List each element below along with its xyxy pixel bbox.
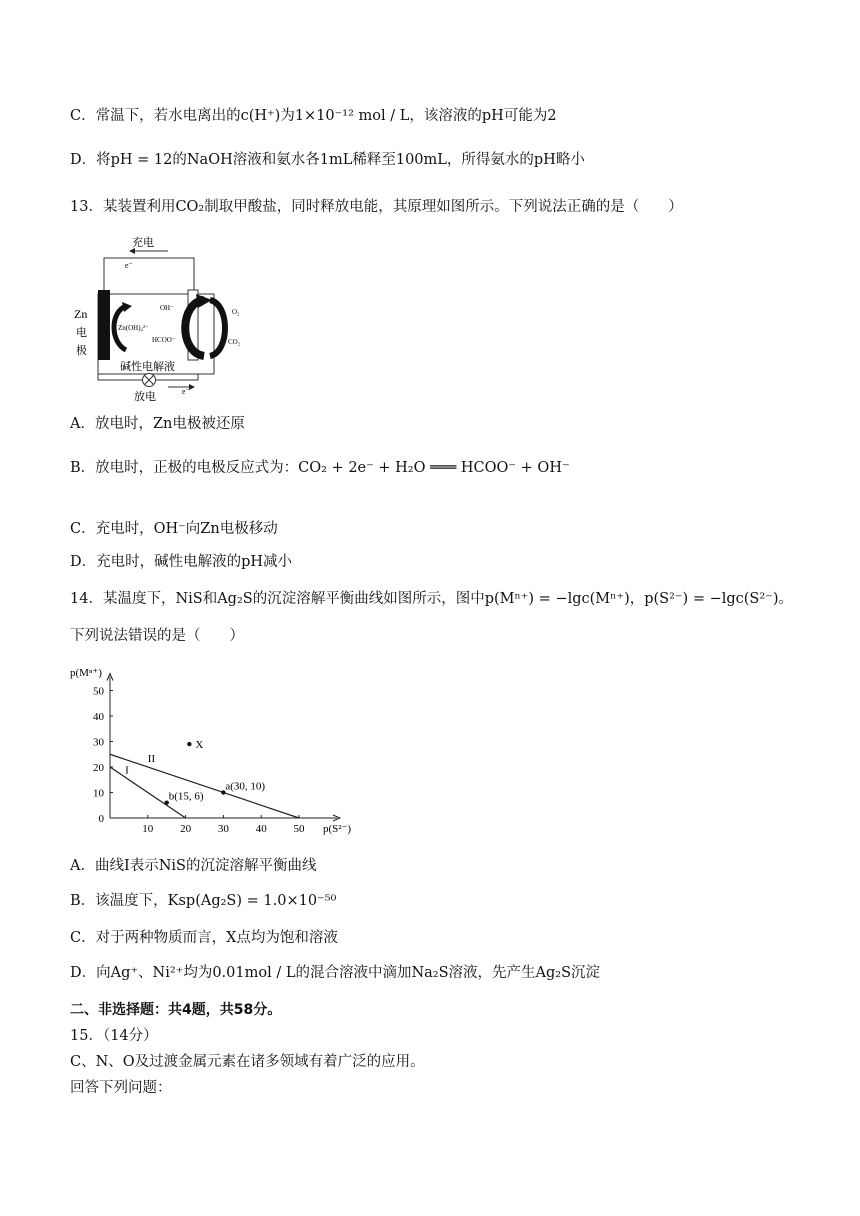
q13-option-a: A．放电时，Zn电极被还原: [70, 416, 245, 432]
data-point-1: [187, 742, 191, 746]
zincate-label: Zn(OH)₄²⁻: [118, 324, 149, 332]
x-tick-label: 50: [293, 823, 305, 835]
section-heading: 二、非选择题：共4题，共58分。: [70, 1002, 282, 1018]
x-tick-label: 10: [142, 823, 154, 835]
point-label-1: X: [195, 739, 204, 752]
x-axis-label: p(S²⁻): [323, 823, 352, 835]
charge-label: 充电: [132, 237, 154, 249]
co2-label: CO₂: [228, 338, 241, 346]
y-tick-label: 10: [93, 787, 104, 800]
q13-option-b: B．放电时，正极的电极反应式为：CO₂ + 2e⁻ + H₂O ═══ HCOO⁻ + OH⁻: [70, 460, 570, 476]
q13-option-c: C．充电时，OH⁻向Zn电极移动: [70, 521, 278, 537]
series-label-2: II: [147, 752, 156, 765]
hcoo-label: HCOO⁻: [152, 336, 176, 344]
q15-heading: 15．（14分）: [70, 1028, 158, 1044]
x-tick-label: 20: [180, 823, 192, 835]
electrolyte-label: 碱性电解液: [120, 361, 175, 373]
q12-option-c: C．常温下，若水电离出的c(H⁺)为1×10⁻¹² mol / L，该溶液的pH可能为2: [70, 108, 557, 124]
q13-stem: 13．某装置利用CO₂制取甲酸盐，同时释放电能，其原理如图所示。下列说法正确的是（ ）: [70, 199, 683, 215]
y-tick-label: 20: [93, 762, 104, 774]
y-tick-label: 0: [98, 813, 104, 825]
q15-prompt: 回答下列问题：: [70, 1080, 172, 1096]
electron-bottom: e⁻: [182, 387, 190, 396]
point-label-3: b(15, 6): [168, 790, 204, 803]
q14-option-c: C．对于两种物质而言，X点均为饱和溶液: [70, 930, 338, 946]
zn-label-2: 电: [76, 327, 87, 339]
q15-intro: C、N、O及过渡金属元素在诸多领域有着广泛的应用。: [70, 1054, 425, 1070]
q14-option-b: B．该温度下，Ksp(Ag₂S) = 1.0×10⁻⁵⁰: [70, 893, 337, 909]
electron-top: e⁻: [125, 261, 133, 270]
solubility-chart: [62, 660, 362, 836]
y-tick-label: 40: [93, 711, 104, 723]
discharge-label: 放电: [134, 391, 156, 402]
battery-diagram: [70, 232, 250, 402]
zn-electrode: [98, 290, 110, 360]
series-label-1: I: [125, 764, 129, 777]
q14-option-d: D．向Ag⁺、Ni²⁺均为0.01mol / L的混合溶液中滴加Na₂S溶液，先产生Ag₂S沉淀: [70, 965, 601, 981]
y-tick-label: 50: [93, 685, 104, 698]
zn-label-3: 极: [76, 345, 87, 357]
o2-label: O₂: [232, 308, 240, 316]
q14-stem: 14．某温度下，NiS和Ag₂S的沉淀溶解平衡曲线如图所示，图中p(Mⁿ⁺) = −lgc(Mⁿ⁺)，p(S²⁻) = −lgc(S²⁻)。: [70, 591, 793, 607]
zn-label-1: Zn: [74, 307, 88, 321]
q12-option-d: D．将pH = 12的NaOH溶液和氨水各1mL稀释至100mL，所得氨水的pH略小: [70, 152, 585, 168]
q14-stem-2: 下列说法错误的是（ ）: [70, 628, 244, 644]
q13-option-d: D．充电时，碱性电解液的pH减小: [70, 554, 293, 570]
point-label-2: a(30, 10): [225, 780, 266, 793]
y-tick-label: 30: [93, 736, 104, 749]
x-tick-label: 40: [255, 823, 267, 835]
y-axis-label: p(Mⁿ⁺): [70, 667, 102, 679]
x-tick-label: 30: [217, 823, 229, 835]
q14-option-a: A．曲线Ⅰ表示NiS的沉淀溶解平衡曲线: [70, 858, 317, 874]
oh-label: OH⁻: [160, 304, 174, 312]
